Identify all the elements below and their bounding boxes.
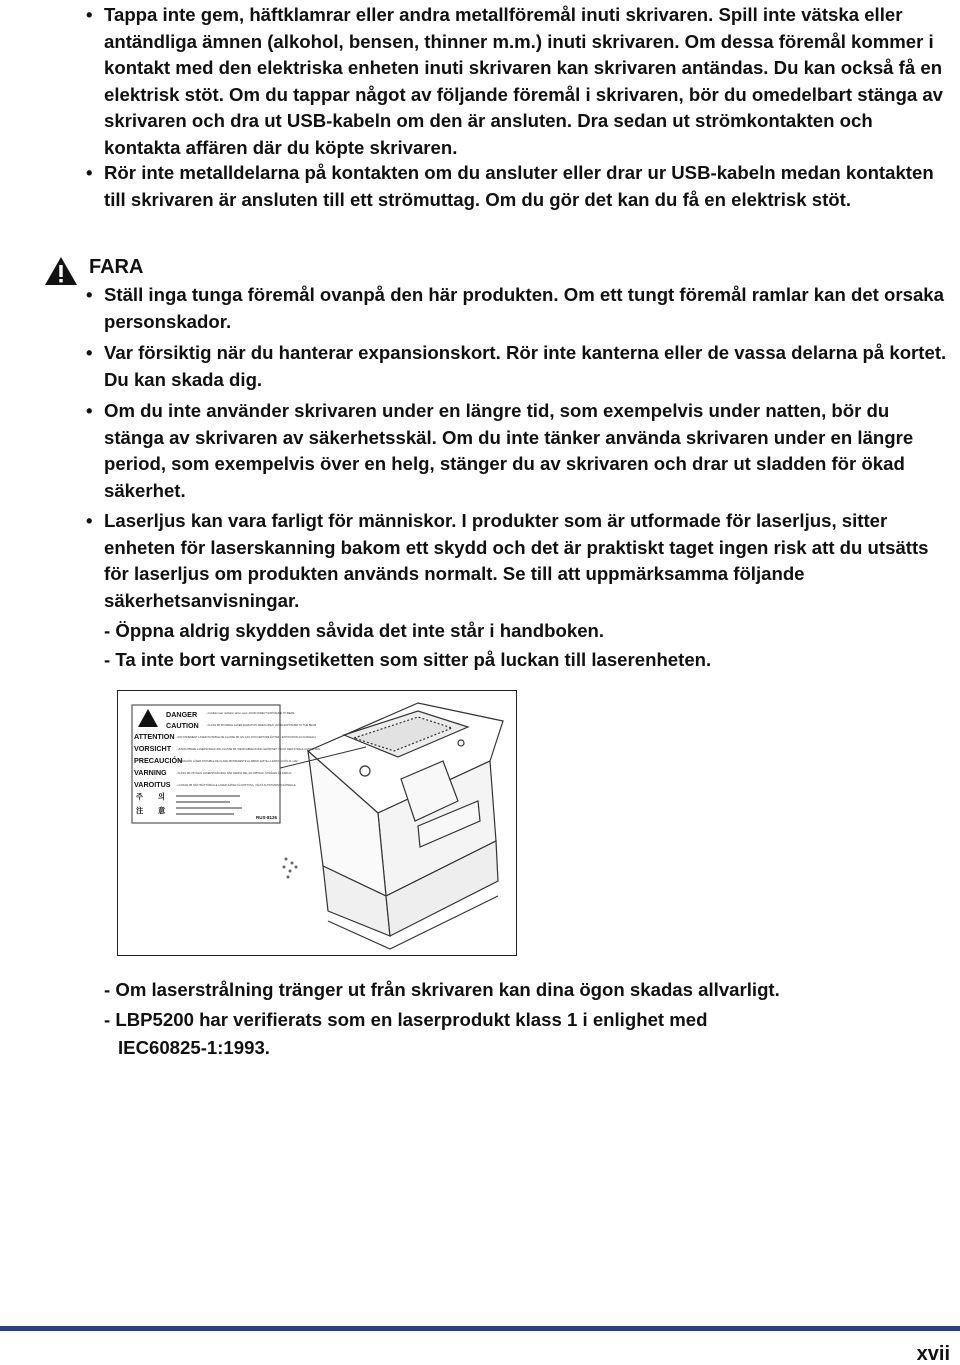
laser-instruction-2: - Ta inte bort varningsetiketten som sitter på luckan till laserenheten. bbox=[104, 649, 712, 670]
bullet-power-off bbox=[86, 398, 954, 504]
bullet-text: Var försiktig när du hanterar expansionskort. Rör inte kanterna eller de vassa delarna på kortet. Du kan skada dig. bbox=[104, 342, 947, 390]
label-caution: CAUTION bbox=[166, 721, 199, 730]
fara-heading: FARA bbox=[89, 256, 144, 278]
label-varoitus: VAROITUS bbox=[134, 780, 171, 789]
label-caution-text: - CLASS 3B INVISIBLE LASER RADIATION WHEN OPEN. AVOID EXPOSURE TO THE BEAM. bbox=[206, 724, 317, 727]
label-varning: VARNING bbox=[134, 768, 167, 777]
bullet-expansion-cards bbox=[86, 340, 954, 393]
label-attention-text: - RAYONNEMENT LASER INVISIBLE DE CLASSE 3B. EN CAS D'OUVERTURE ÉVITEZ L'EXPOSITION AU FAISCEAU. bbox=[176, 736, 317, 739]
bullet-text: Laserljus kan vara farligt för människor. I produkter som är utformade för laserljus, sitter enheten för laserskanning bakom ett skydd och det är praktiskt taget ingen risk att du utsätts för laserljus om produkten används normalt. Se till att uppmärksamma följande säkerhetsanvisningar. bbox=[104, 510, 929, 611]
printer-drawing bbox=[308, 703, 503, 949]
label-code: RUS-8126 bbox=[256, 815, 278, 820]
bullet-dot: • bbox=[86, 400, 93, 421]
page-number: xvii bbox=[916, 1343, 950, 1365]
label-precaucion: PRECAUCIÓN bbox=[134, 756, 183, 765]
bullet-laser-light bbox=[86, 508, 954, 614]
laser-note-3: IEC60825-1:1993. bbox=[118, 1037, 270, 1058]
label-jp-1: 注 bbox=[136, 806, 144, 815]
label-precaucion-text: - RADIACIÓN LÁSER INVISIBLE DE CLASE 3B PRESENTE AL ABRIR. EVITE LA EXPOSICIÓN AL HAZ. bbox=[176, 760, 299, 763]
bullet-dot: • bbox=[86, 342, 93, 363]
label-vorsicht: VORSICHT bbox=[134, 744, 172, 753]
label-jp-2: 意 bbox=[158, 806, 166, 815]
bullet-dot: • bbox=[86, 284, 93, 305]
label-varning-text: - KLASS 3B OSYNLIG LASERSTRÅLNING NÄR DENNA DEL ÄR ÖPPNAD. STRÅLEN ÄR FARLIG. bbox=[176, 772, 293, 775]
printer-vent bbox=[283, 858, 298, 879]
bullet-heavy-objects bbox=[86, 282, 954, 335]
label-kr-2: 의 bbox=[158, 792, 165, 801]
bullet-paperclips bbox=[86, 2, 954, 162]
bullet-metal-contacts bbox=[86, 160, 954, 213]
printer-illustration bbox=[118, 691, 515, 954]
bullet-text: Tappa inte gem, häftklamrar eller andra metallföremål inuti skrivaren. Spill inte vätska eller antändliga ämnen (alkohol, bensen, thinner m.m.) inuti skrivaren. Om dessa föremål kommer i kontakt med den elektriska enheten inuti skrivaren kan skrivaren antändas. Du kan också få en elektrisk stöt. Om du tappar något av följande föremål i skrivaren, bör du omedelbart stänga av skrivaren och dra ut USB-kabeln om den är ansluten. Dra sedan ut strömkontakten och kontakta affären där du köpte skrivaren. bbox=[104, 4, 944, 158]
bullet-dot: • bbox=[86, 162, 93, 183]
bullet-text: Om du inte använder skrivaren under en längre tid, som exempelvis under natten, bör du stänga av skrivaren av säkerhetsskäl. Om du inte tänker använda skrivaren under en längre period, som exempelvis över en helg, stänger du av skrivaren och drar ut sladden för ökad säkerhet. bbox=[104, 400, 914, 501]
label-kr-1: 주 bbox=[136, 792, 143, 801]
warning-triangle-icon bbox=[44, 256, 78, 286]
laser-instruction-1: - Öppna aldrig skydden såvida det inte står i handboken. bbox=[104, 620, 605, 641]
label-attention: ATTENTION bbox=[134, 732, 175, 741]
laser-note-2: - LBP5200 har verifierats som en laserprodukt klass 1 i enlighet med bbox=[104, 1009, 708, 1030]
bullet-text: Ställ inga tunga föremål ovanpå den här produkten. Om ett tungt föremål ramlar kan det orsaka personskador. bbox=[104, 284, 944, 332]
laser-note-1: - Om laserstrålning tränger ut från skrivaren kan dina ögon skadas allvarligt. bbox=[104, 979, 780, 1000]
footer-rule bbox=[0, 1326, 960, 1331]
bullet-dot: • bbox=[86, 510, 93, 531]
label-danger-text: - Invisible laser radiation when open. AVOID DIRECT EXPOSURE TO BEAM. bbox=[206, 712, 296, 715]
bullet-text: Rör inte metalldelarna på kontakten om du ansluter eller drar ur USB-kabeln medan kontakten till skrivaren är ansluten till ett strömuttag. Om du gör det kan du få en elektrisk stöt. bbox=[104, 162, 934, 210]
label-vorsicht-text: - UNSICHTBARE LASERSTRAHLUNG KLASSE 3B, WENN ABDECKUNG GEÖFFNET. NICHT DEM STRAHL AUSSETZEN. bbox=[176, 748, 321, 751]
label-danger: DANGER bbox=[166, 710, 198, 719]
printer-figure bbox=[117, 690, 517, 956]
bullet-dot: • bbox=[86, 4, 93, 25]
label-varoitus-text: - LUOKAN 3B NÄKYMÄTTÖMÄLLE LASER-SÄTEILYÄ AVATTUNA. VÄLTÄ ALTISTUMISTA SÄTEELLE. bbox=[176, 784, 297, 787]
laser-warning-label bbox=[132, 705, 321, 823]
